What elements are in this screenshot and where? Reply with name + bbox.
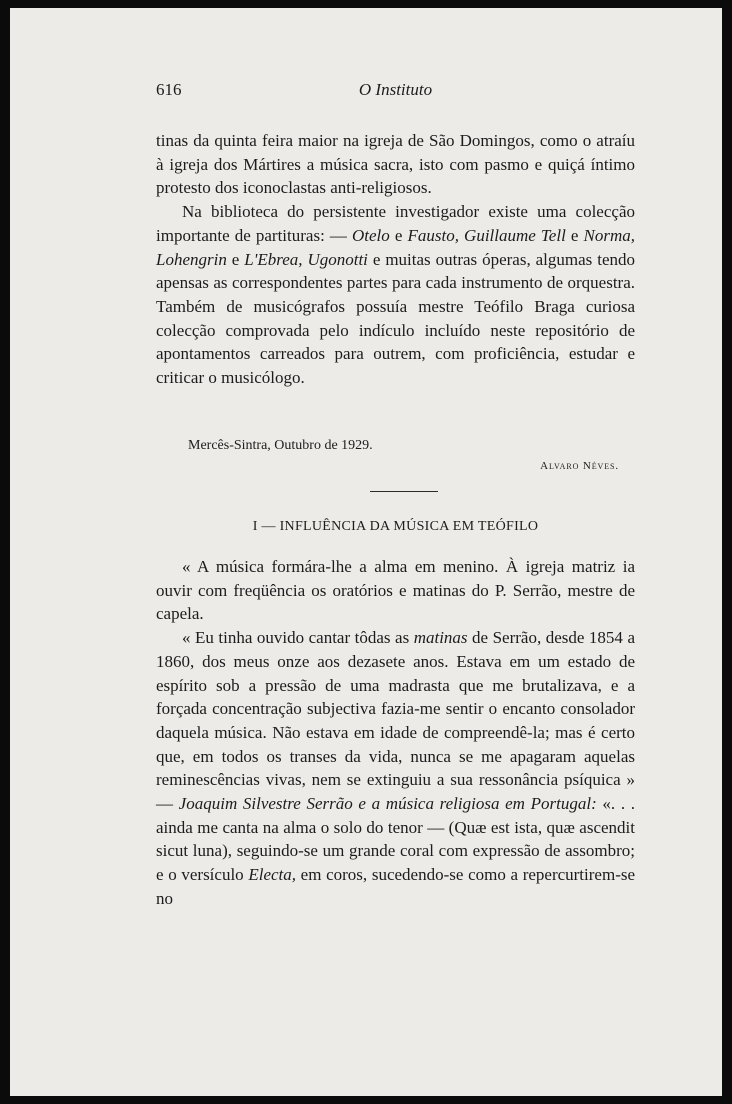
page-number: 616 (156, 80, 182, 99)
text-run: em coros, sucedendo-se como a repercurtirem-se no (156, 865, 636, 908)
place-date: Mercês-Sintra, Outubro de 1929. (188, 438, 373, 453)
text-run: e (565, 225, 584, 245)
text-run: e (226, 249, 245, 269)
paragraph (156, 626, 635, 910)
emphasis-word: Electa, (248, 865, 297, 885)
text-run: « Eu tinha ouvido cantar tôdas as (182, 628, 414, 648)
article-conclusion (156, 129, 635, 390)
book-page (10, 8, 722, 1096)
opera-title: L'Ebrea, Ugonotti (244, 249, 368, 269)
paragraph: « A música formára-lhe a alma em menino. À igreja matriz ia ouvir com freqüência os oratórios e matinas do P. Serrão, mestre de capela. (156, 557, 635, 624)
opera-title: Fausto, Guillaume Tell (407, 225, 566, 245)
section-divider (370, 491, 438, 492)
journal-title: O Instituto (358, 80, 433, 99)
text-run: «. . . ainda me canta na alma o solo do tenor — (Quæ est ista, quæ ascendit sicut luna), seguindo-se um grande coral com expressão de assombro; e o versículo (156, 794, 635, 885)
section-heading: I — INFLUÊNCIA DA MÚSICA EM TEÓFILO (252, 519, 539, 534)
text-run: e (389, 225, 408, 245)
running-header (156, 80, 635, 100)
scanned-page-background (10, 8, 722, 1096)
opera-title: Otelo (351, 225, 390, 245)
paragraph: tinas da quinta feira maior na igreja de São Domingos, como o atraíu à igreja dos Mártires a música sacra, isto com pasmo e quiçá íntimo protesto dos iconoclastas anti-religiosos. (156, 131, 635, 198)
emphasis-word: matinas (413, 628, 468, 648)
text-run: de Serrão, desde 1854 a 1860, dos meus onze aos dezasete anos. Estava em um estado de espírito sob a pressão de uma madrasta que me brutalizava, e a forçada concentração subjectiva fazia-me sentir o encanto consolador daquela música. Não estava em idade de compreendê-la; mas é certo que, em todos os transes da vida, nunca se me apagaram aquelas reminescências vivas, nem se extinguiu a sua ressonância psíquica » — (156, 628, 635, 814)
text-run: Na biblioteca do persistente investigador existe uma colecção importante de partituras: — (156, 202, 635, 245)
paragraph (156, 200, 635, 390)
opera-title: Norma, Lohengrin (156, 225, 636, 269)
cited-work-title: Joaquim Silvestre Serrão e a música religiosa em Portugal: (178, 794, 597, 814)
text-run: e muitas outras óperas, algumas tendo apensas as correspondentes partes para cada instrumento de orquestra. Também de musicógrafos possuía mestre Teófilo Braga curiosa colecção comprovada pelo indículo incluído neste repositório de apontamentos carreados para outrem, com proficiência, estudar e criticar o musicólogo. (156, 249, 635, 388)
section-body (156, 555, 635, 911)
author-name: Alvaro Néves. (540, 460, 619, 472)
